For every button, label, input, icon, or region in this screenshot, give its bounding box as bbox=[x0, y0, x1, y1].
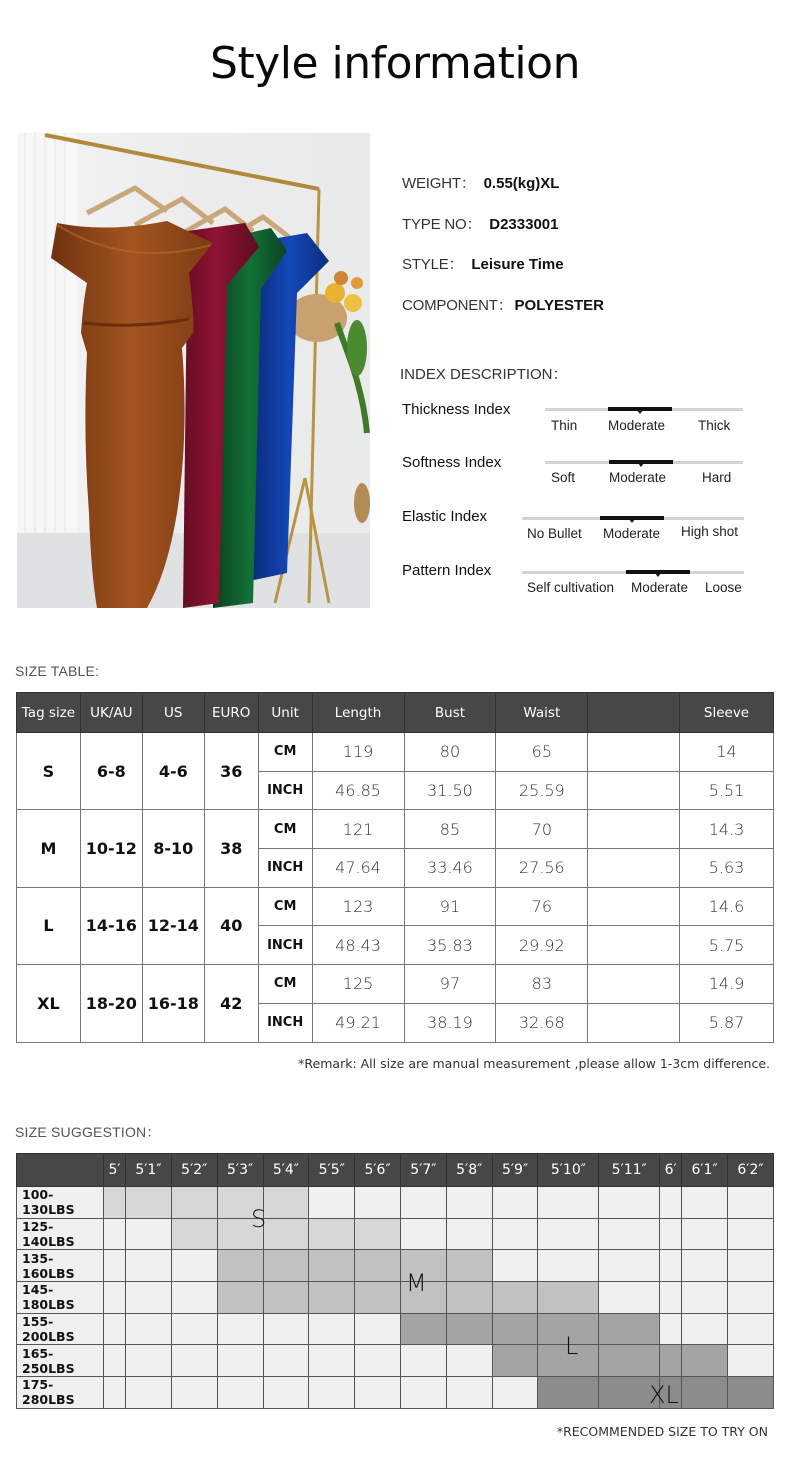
grid-cell-size-l bbox=[492, 1345, 538, 1377]
height-header: 5′4″ bbox=[263, 1154, 309, 1187]
uk-au-cell: 6-8 bbox=[80, 733, 142, 810]
grid-cell-size-m bbox=[309, 1250, 355, 1282]
height-header: 5′1″ bbox=[126, 1154, 172, 1187]
weight-label: 175-280LBS bbox=[17, 1377, 104, 1409]
grid-cell-empty bbox=[728, 1250, 774, 1282]
height-header: 5′2″ bbox=[171, 1154, 217, 1187]
table-row bbox=[17, 733, 774, 772]
grid-cell-empty bbox=[660, 1218, 682, 1250]
grid-cell-size-m bbox=[538, 1282, 599, 1314]
grid-cell-empty bbox=[728, 1218, 774, 1250]
weight-label: 145-180LBS bbox=[17, 1282, 104, 1314]
grid-cell-size-m bbox=[355, 1282, 401, 1314]
weight-label: 165-250LBS bbox=[17, 1345, 104, 1377]
grid-cell-empty bbox=[682, 1313, 728, 1345]
unit-cell: INCH bbox=[258, 1003, 312, 1042]
sleeve-cell: 5.75 bbox=[680, 926, 774, 965]
sleeve-cell: 14.3 bbox=[680, 810, 774, 849]
spec-style-value: Leisure Time bbox=[471, 256, 564, 273]
euro-cell: 36 bbox=[204, 733, 258, 810]
grid-cell-empty bbox=[660, 1313, 682, 1345]
grid-cell-size-m bbox=[263, 1250, 309, 1282]
bust-cell: 97 bbox=[404, 965, 496, 1004]
index-label: Softness Index bbox=[402, 454, 502, 471]
grid-cell-empty bbox=[728, 1282, 774, 1314]
grid-cell-empty bbox=[126, 1218, 172, 1250]
grid-cell-size-m bbox=[217, 1282, 263, 1314]
bust-cell: 35.83 bbox=[404, 926, 496, 965]
weight-label: 135-160LBS bbox=[17, 1250, 104, 1282]
index-option: Hard bbox=[702, 470, 732, 485]
height-header-row bbox=[17, 1154, 774, 1187]
grid-cell-empty bbox=[309, 1377, 355, 1409]
waist-cell: 70 bbox=[496, 810, 588, 849]
spec-weight bbox=[402, 172, 559, 193]
length-cell: 48.43 bbox=[312, 926, 404, 965]
blank-cell bbox=[588, 849, 680, 888]
table-row bbox=[17, 887, 774, 926]
grid-cell-empty bbox=[126, 1313, 172, 1345]
dresses-on-rack-image bbox=[17, 133, 370, 608]
blank-cell bbox=[588, 733, 680, 772]
height-header: 5′9″ bbox=[492, 1154, 538, 1187]
grid-cell-empty bbox=[492, 1377, 538, 1409]
grid-cell-empty bbox=[126, 1345, 172, 1377]
index-option-selected: Moderate bbox=[608, 418, 666, 433]
weight-row bbox=[17, 1282, 774, 1314]
grid-cell-empty bbox=[355, 1187, 401, 1219]
size-zone-label-xl: XL bbox=[649, 1381, 679, 1409]
blank-cell bbox=[588, 887, 680, 926]
spec-type-no-value: D2333001 bbox=[489, 216, 559, 233]
waist-cell: 29.92 bbox=[496, 926, 588, 965]
size-suggestion-grid bbox=[16, 1153, 774, 1409]
index-label: Thickness Index bbox=[402, 401, 511, 418]
recommend-note: *RECOMMENDED SIZE TO TRY ON bbox=[556, 1424, 768, 1439]
index-option-selected: Moderate bbox=[609, 470, 667, 485]
table-row bbox=[17, 965, 774, 1004]
grid-cell-empty bbox=[599, 1282, 660, 1314]
grid-cell-empty bbox=[660, 1187, 682, 1219]
grid-cell-empty bbox=[171, 1313, 217, 1345]
height-header: 6′2″ bbox=[728, 1154, 774, 1187]
waist-cell: 27.56 bbox=[496, 849, 588, 888]
grid-cell-empty bbox=[355, 1313, 401, 1345]
index-label: Elastic Index bbox=[402, 508, 488, 525]
index-option: Soft bbox=[551, 470, 576, 485]
size-table-remark: *Remark: All size are manual measurement ,please allow 1-3cm difference. bbox=[298, 1056, 770, 1071]
weight-row bbox=[17, 1218, 774, 1250]
grid-cell-empty bbox=[401, 1218, 447, 1250]
height-header: 5′10″ bbox=[538, 1154, 599, 1187]
grid-cell-size-s bbox=[263, 1187, 309, 1219]
grid-cell-empty bbox=[538, 1250, 599, 1282]
sleeve-cell: 14.9 bbox=[680, 965, 774, 1004]
index-row-thickness bbox=[402, 401, 762, 451]
product-photo bbox=[17, 133, 370, 608]
index-scale-bar bbox=[522, 571, 744, 574]
grid-cell-empty bbox=[446, 1218, 492, 1250]
size-zone-label-s: S bbox=[251, 1205, 267, 1233]
index-option-selected: Moderate bbox=[631, 580, 689, 595]
grid-cell-empty bbox=[728, 1313, 774, 1345]
grid-cell-empty bbox=[446, 1345, 492, 1377]
waist-cell: 76 bbox=[496, 887, 588, 926]
grid-cell-size-m bbox=[263, 1282, 309, 1314]
unit-cell: INCH bbox=[258, 849, 312, 888]
bust-cell: 85 bbox=[404, 810, 496, 849]
spec-component-label: COMPONENT： bbox=[402, 297, 513, 314]
corner-header bbox=[17, 1154, 104, 1187]
col-header-length: Length bbox=[312, 693, 404, 733]
index-scale-bar bbox=[522, 517, 744, 520]
index-option-selected: Moderate bbox=[603, 526, 661, 541]
grid-cell-empty bbox=[104, 1345, 126, 1377]
index-row-pattern bbox=[402, 562, 762, 612]
grid-cell-size-xl bbox=[682, 1377, 728, 1409]
blank-cell bbox=[588, 965, 680, 1004]
length-cell: 123 bbox=[312, 887, 404, 926]
size-suggestion-heading: SIZE SUGGESTION： bbox=[15, 1124, 161, 1140]
unit-cell: CM bbox=[258, 810, 312, 849]
grid-cell-empty bbox=[401, 1345, 447, 1377]
tag-size-cell: S bbox=[17, 733, 81, 810]
sleeve-cell: 14 bbox=[680, 733, 774, 772]
grid-cell-empty bbox=[171, 1345, 217, 1377]
index-option: Loose bbox=[705, 580, 742, 595]
height-header: 5′7″ bbox=[401, 1154, 447, 1187]
uk-au-cell: 14-16 bbox=[80, 887, 142, 964]
height-header: 5′6″ bbox=[355, 1154, 401, 1187]
waist-cell: 65 bbox=[496, 733, 588, 772]
grid-cell-empty bbox=[660, 1250, 682, 1282]
unit-cell: CM bbox=[258, 733, 312, 772]
blank-cell bbox=[588, 771, 680, 810]
grid-cell-empty bbox=[263, 1345, 309, 1377]
spec-type-no bbox=[402, 213, 558, 234]
grid-cell-empty bbox=[171, 1282, 217, 1314]
uk-au-cell: 18-20 bbox=[80, 965, 142, 1042]
bust-cell: 38.19 bbox=[404, 1003, 496, 1042]
grid-cell-empty bbox=[309, 1313, 355, 1345]
col-header-unit: Unit bbox=[258, 693, 312, 733]
grid-cell-size-s bbox=[309, 1218, 355, 1250]
blank-cell bbox=[588, 810, 680, 849]
unit-cell: INCH bbox=[258, 771, 312, 810]
height-header: 5′3″ bbox=[217, 1154, 263, 1187]
col-header-sleeve: Sleeve bbox=[680, 693, 774, 733]
sleeve-cell: 5.51 bbox=[680, 771, 774, 810]
size-table-header-row bbox=[17, 693, 774, 733]
grid-cell-empty bbox=[492, 1250, 538, 1282]
index-selected-marker bbox=[609, 460, 673, 464]
length-cell: 121 bbox=[312, 810, 404, 849]
grid-cell-empty bbox=[492, 1218, 538, 1250]
grid-cell-empty bbox=[126, 1377, 172, 1409]
spec-weight-value: 0.55(kg)XL bbox=[483, 175, 560, 192]
col-header-blank bbox=[588, 693, 680, 733]
tag-size-cell: L bbox=[17, 887, 81, 964]
col-header-euro: EURO bbox=[204, 693, 258, 733]
blank-cell bbox=[588, 926, 680, 965]
grid-cell-empty bbox=[309, 1187, 355, 1219]
grid-cell-size-l bbox=[401, 1313, 447, 1345]
height-header: 5′11″ bbox=[599, 1154, 660, 1187]
size-zone-label-l: L bbox=[565, 1332, 579, 1360]
grid-cell-empty bbox=[728, 1187, 774, 1219]
index-scale-bar bbox=[545, 461, 743, 464]
grid-cell-empty bbox=[126, 1250, 172, 1282]
length-cell: 49.21 bbox=[312, 1003, 404, 1042]
sleeve-cell: 5.87 bbox=[680, 1003, 774, 1042]
height-header: 6′ bbox=[660, 1154, 682, 1187]
grid-cell-empty bbox=[492, 1187, 538, 1219]
length-cell: 46.85 bbox=[312, 771, 404, 810]
grid-cell-size-l bbox=[599, 1345, 660, 1377]
grid-cell-empty bbox=[446, 1377, 492, 1409]
tag-size-cell: XL bbox=[17, 965, 81, 1042]
grid-cell-empty bbox=[401, 1377, 447, 1409]
grid-cell-size-xl bbox=[728, 1377, 774, 1409]
spec-type-no-label: TYPE NO： bbox=[402, 216, 482, 233]
height-header: 5′ bbox=[104, 1154, 126, 1187]
grid-cell-size-xl bbox=[538, 1377, 599, 1409]
grid-cell-empty bbox=[217, 1377, 263, 1409]
grid-cell-empty bbox=[682, 1250, 728, 1282]
index-scale-bar bbox=[545, 408, 743, 411]
spec-style bbox=[402, 253, 564, 274]
euro-cell: 42 bbox=[204, 965, 258, 1042]
weight-label: 125-140LBS bbox=[17, 1218, 104, 1250]
spec-style-label: STYLE： bbox=[402, 256, 464, 273]
index-option: No Bullet bbox=[527, 526, 582, 541]
us-cell: 4-6 bbox=[142, 733, 204, 810]
height-header: 5′5″ bbox=[309, 1154, 355, 1187]
grid-cell-empty bbox=[682, 1187, 728, 1219]
sleeve-cell: 14.6 bbox=[680, 887, 774, 926]
index-option: Thick bbox=[698, 418, 731, 433]
grid-cell-empty bbox=[355, 1377, 401, 1409]
col-header-bust: Bust bbox=[404, 693, 496, 733]
grid-cell-empty bbox=[126, 1282, 172, 1314]
length-cell: 125 bbox=[312, 965, 404, 1004]
blank-cell bbox=[588, 1003, 680, 1042]
index-row-softness bbox=[402, 454, 762, 504]
grid-cell-empty bbox=[728, 1345, 774, 1377]
weight-label: 155-200LBS bbox=[17, 1313, 104, 1345]
height-header: 5′8″ bbox=[446, 1154, 492, 1187]
grid-cell-size-m bbox=[446, 1282, 492, 1314]
grid-cell-empty bbox=[599, 1250, 660, 1282]
grid-cell-size-s bbox=[126, 1187, 172, 1219]
grid-cell-empty bbox=[355, 1345, 401, 1377]
table-row bbox=[17, 810, 774, 849]
spec-component-value: POLYESTER bbox=[514, 297, 604, 314]
grid-cell-empty bbox=[104, 1250, 126, 1282]
grid-cell-size-l bbox=[599, 1313, 660, 1345]
grid-cell-empty bbox=[446, 1187, 492, 1219]
grid-cell-empty bbox=[682, 1282, 728, 1314]
euro-cell: 40 bbox=[204, 887, 258, 964]
waist-cell: 25.59 bbox=[496, 771, 588, 810]
grid-cell-empty bbox=[104, 1377, 126, 1409]
grid-cell-empty bbox=[263, 1377, 309, 1409]
grid-cell-size-m bbox=[217, 1250, 263, 1282]
bust-cell: 33.46 bbox=[404, 849, 496, 888]
euro-cell: 38 bbox=[204, 810, 258, 887]
grid-cell-size-l bbox=[492, 1313, 538, 1345]
waist-cell: 83 bbox=[496, 965, 588, 1004]
grid-cell-empty bbox=[104, 1313, 126, 1345]
grid-cell-empty bbox=[171, 1250, 217, 1282]
grid-cell-size-s bbox=[171, 1218, 217, 1250]
size-table-heading: SIZE TABLE: bbox=[15, 663, 100, 679]
index-description-heading: INDEX DESCRIPTION： bbox=[400, 366, 568, 383]
spec-component bbox=[402, 294, 604, 315]
grid-cell-size-s bbox=[104, 1187, 126, 1219]
col-header-tag-size: Tag size bbox=[17, 693, 81, 733]
grid-cell-empty bbox=[660, 1282, 682, 1314]
grid-cell-empty bbox=[104, 1282, 126, 1314]
weight-row bbox=[17, 1345, 774, 1377]
us-cell: 8-10 bbox=[142, 810, 204, 887]
weight-row bbox=[17, 1313, 774, 1345]
size-table bbox=[16, 692, 774, 1043]
uk-au-cell: 10-12 bbox=[80, 810, 142, 887]
bust-cell: 31.50 bbox=[404, 771, 496, 810]
grid-cell-size-l bbox=[682, 1345, 728, 1377]
index-selected-marker bbox=[600, 516, 664, 520]
grid-cell-empty bbox=[309, 1345, 355, 1377]
size-zone-label-m: M bbox=[406, 1269, 427, 1297]
tag-size-cell: M bbox=[17, 810, 81, 887]
grid-cell-empty bbox=[538, 1218, 599, 1250]
grid-cell-empty bbox=[263, 1313, 309, 1345]
weight-row bbox=[17, 1187, 774, 1219]
bust-cell: 91 bbox=[404, 887, 496, 926]
grid-cell-size-m bbox=[492, 1282, 538, 1314]
grid-cell-size-s bbox=[171, 1187, 217, 1219]
grid-cell-size-s bbox=[355, 1218, 401, 1250]
spec-weight-label: WEIGHT： bbox=[402, 175, 476, 192]
grid-cell-empty bbox=[217, 1345, 263, 1377]
height-header: 6′1″ bbox=[682, 1154, 728, 1187]
grid-cell-size-m bbox=[446, 1250, 492, 1282]
index-label: Pattern Index bbox=[402, 562, 492, 579]
grid-cell-empty bbox=[682, 1218, 728, 1250]
bust-cell: 80 bbox=[404, 733, 496, 772]
grid-cell-empty bbox=[599, 1218, 660, 1250]
col-header-us: US bbox=[142, 693, 204, 733]
index-option: Self cultivation bbox=[527, 580, 615, 595]
col-header-uk-au: UK/AU bbox=[80, 693, 142, 733]
index-option: High shot bbox=[681, 524, 739, 539]
length-cell: 47.64 bbox=[312, 849, 404, 888]
grid-cell-size-m bbox=[355, 1250, 401, 1282]
grid-cell-empty bbox=[171, 1377, 217, 1409]
weight-row bbox=[17, 1250, 774, 1282]
weight-label: 100-130LBS bbox=[17, 1187, 104, 1219]
grid-cell-size-l bbox=[446, 1313, 492, 1345]
page-title: Style information bbox=[210, 38, 580, 89]
length-cell: 119 bbox=[312, 733, 404, 772]
grid-cell-size-m bbox=[309, 1282, 355, 1314]
index-option: Thin bbox=[551, 418, 578, 433]
index-selected-marker bbox=[626, 570, 690, 574]
grid-cell-size-l bbox=[660, 1345, 682, 1377]
index-selected-marker bbox=[608, 407, 672, 411]
grid-cell-size-s bbox=[263, 1218, 309, 1250]
waist-cell: 32.68 bbox=[496, 1003, 588, 1042]
col-header-waist: Waist bbox=[496, 693, 588, 733]
grid-cell-empty bbox=[599, 1187, 660, 1219]
unit-cell: INCH bbox=[258, 926, 312, 965]
grid-cell-empty bbox=[401, 1187, 447, 1219]
sleeve-cell: 5.63 bbox=[680, 849, 774, 888]
unit-cell: CM bbox=[258, 887, 312, 926]
index-row-elastic bbox=[402, 508, 762, 558]
grid-cell-empty bbox=[538, 1187, 599, 1219]
us-cell: 16-18 bbox=[142, 965, 204, 1042]
us-cell: 12-14 bbox=[142, 887, 204, 964]
unit-cell: CM bbox=[258, 965, 312, 1004]
grid-cell-empty bbox=[217, 1313, 263, 1345]
grid-cell-empty bbox=[104, 1218, 126, 1250]
